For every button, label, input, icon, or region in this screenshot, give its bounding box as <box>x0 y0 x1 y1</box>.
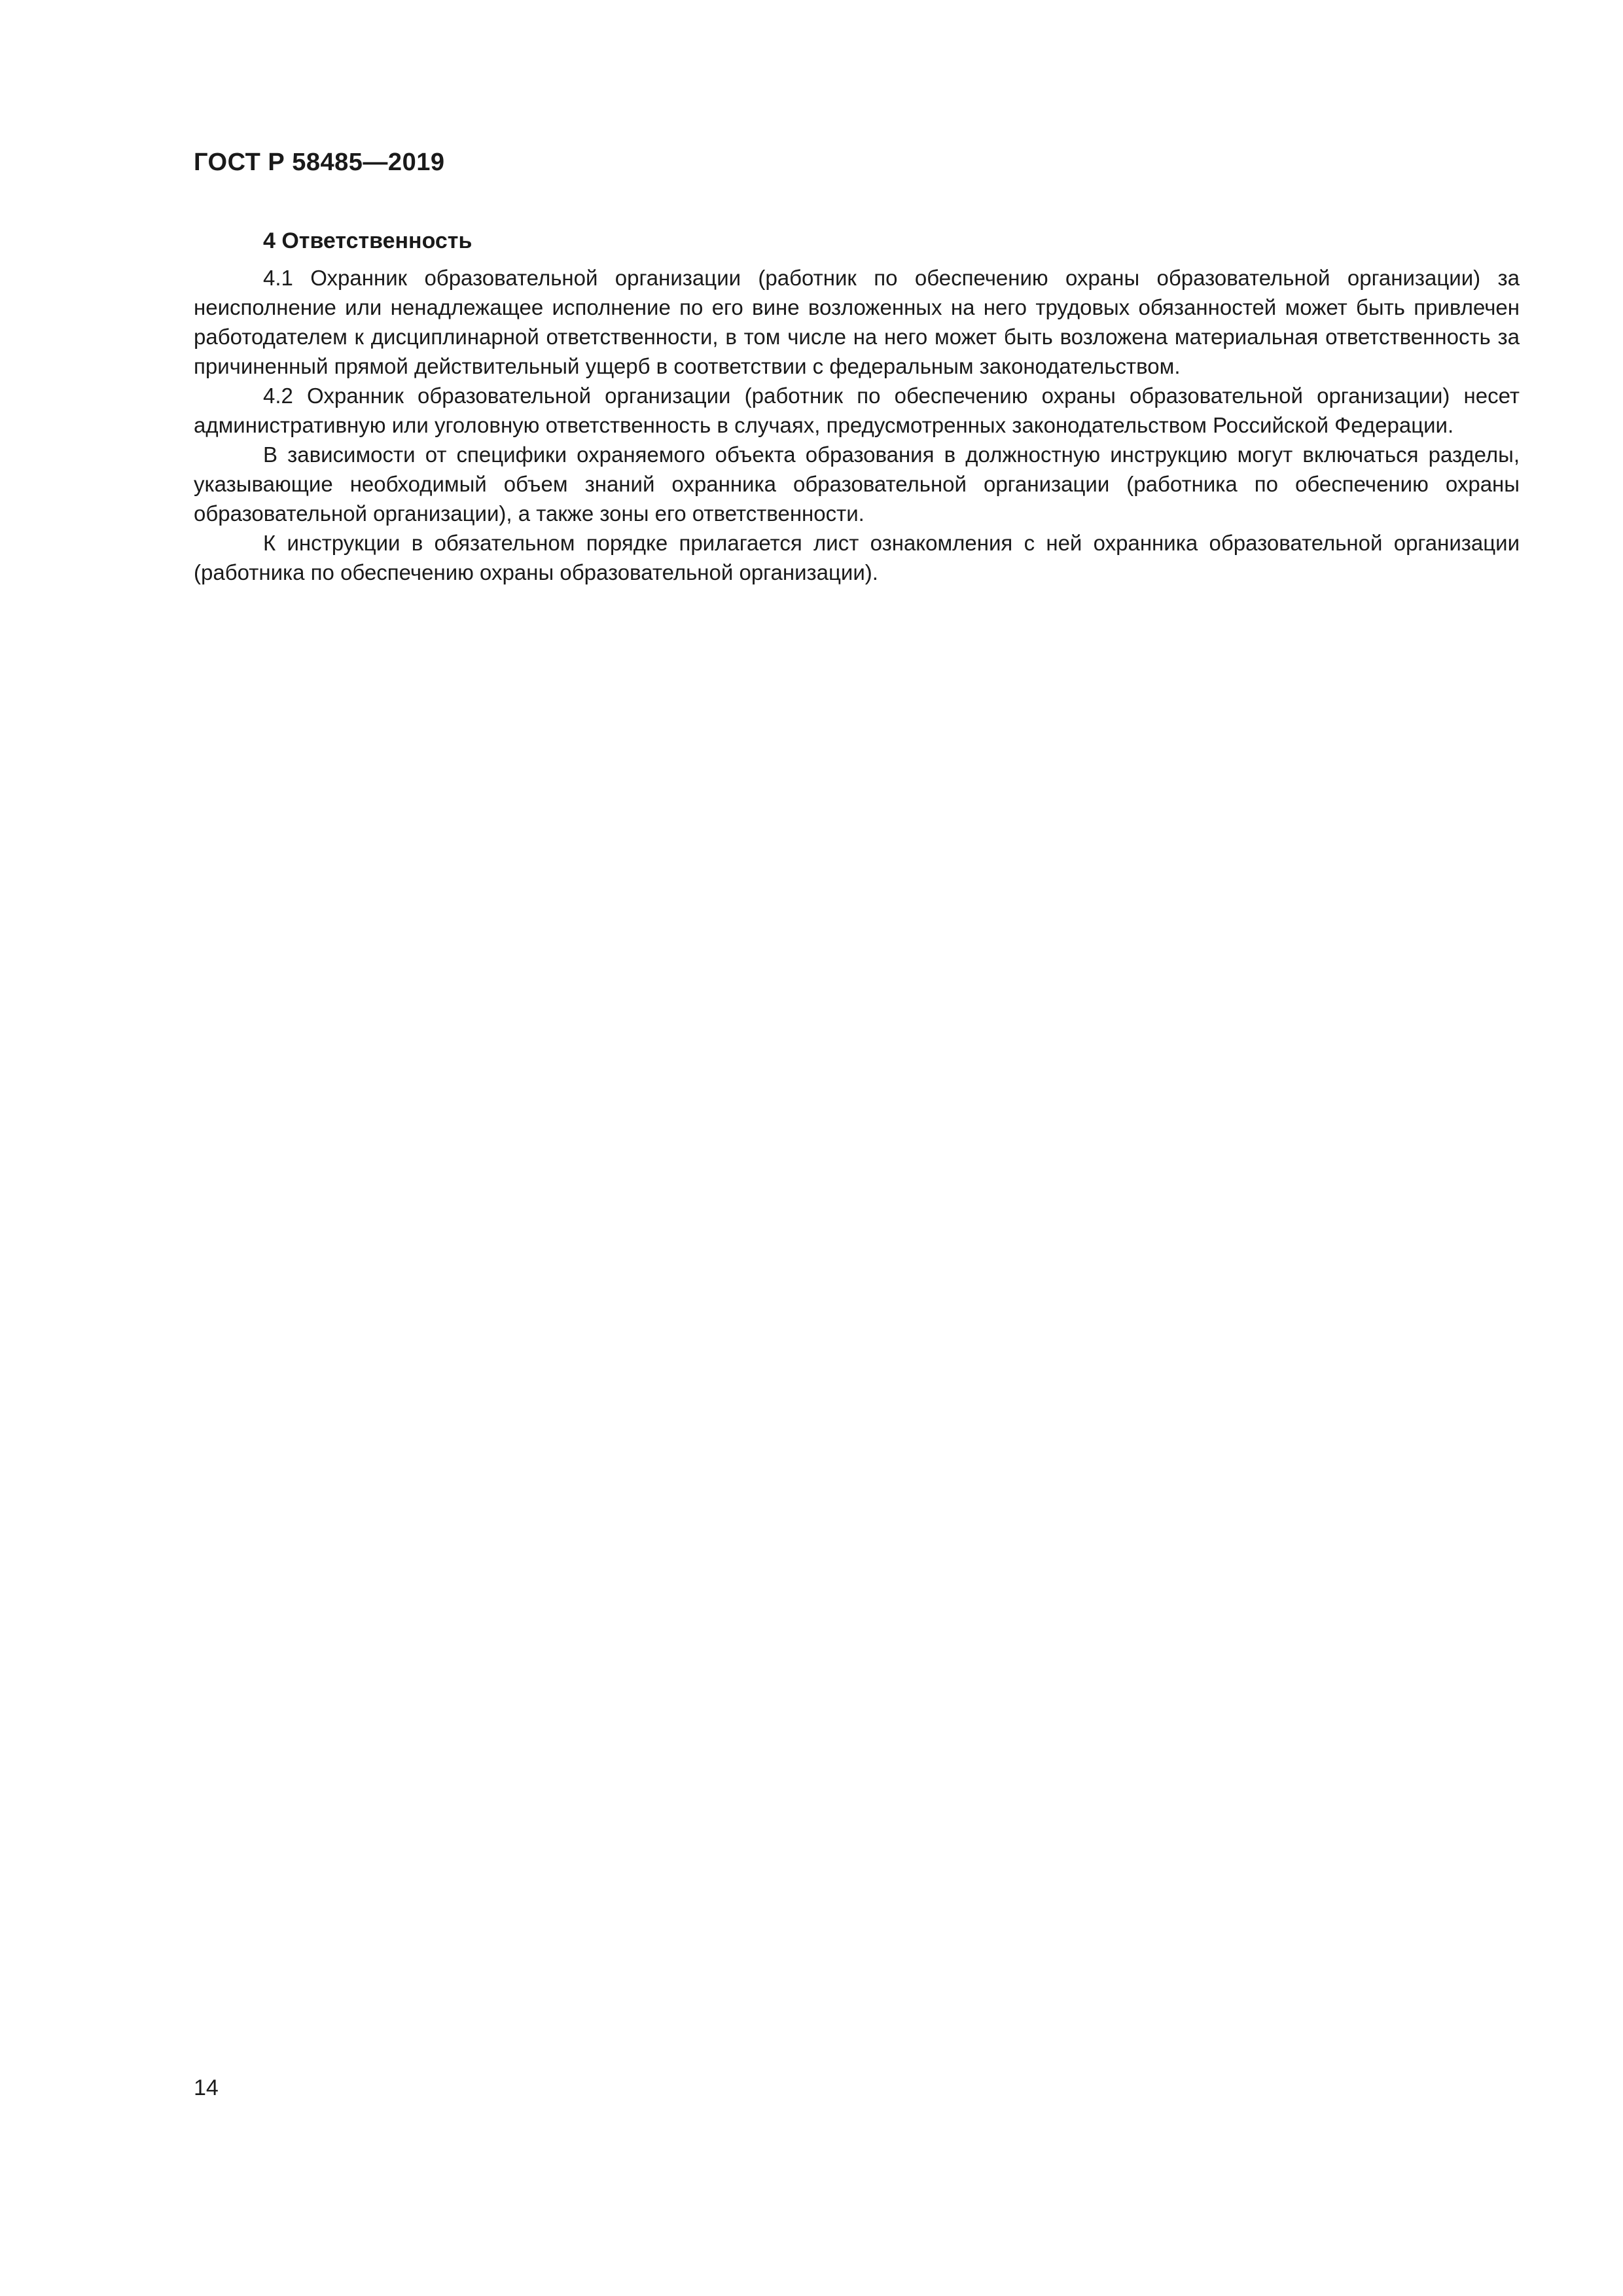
section-title: 4 Ответственность <box>263 228 473 253</box>
paragraph-instruction-sections: В зависимости от специфики охраняемого объекта образования в должностную инструкцию могут включаться разделы, указывающие необходимый объем знаний охранника образовательной организации (работника по обеспечению охраны образовательной организации), а также зоны его ответственности. <box>194 442 1520 526</box>
paragraph-4-2: 4.2 Охранник образовательной организации (работник по обеспечению охраны образовательной организации) несет административную или уголовную ответственность в случаях, предусмотренных законодательством Российской Федерации. <box>194 384 1520 437</box>
paragraph-acknowledgement-sheet: К инструкции в обязательном порядке прилагается лист ознакомления с ней охранника образовательной организации (работника по обеспечению охраны образовательной организации). <box>194 531 1520 584</box>
document-code-header: ГОСТ Р 58485—2019 <box>194 149 445 176</box>
page-number: 14 <box>194 2075 219 2100</box>
paragraph-4-1: 4.1 Охранник образовательной организации (работник по обеспечению охраны образовательной организации) за неисполнение или ненадлежащее исполнение по его вине возложенных на него трудовых обязанностей может быть привлечен работодателем к дисциплинарной ответственности, в том числе на него может быть возложена материальная ответственность за причиненный прямой действительный ущерб в соответствии с федеральным законодательством. <box>194 266 1520 378</box>
section-content <box>194 226 1520 587</box>
